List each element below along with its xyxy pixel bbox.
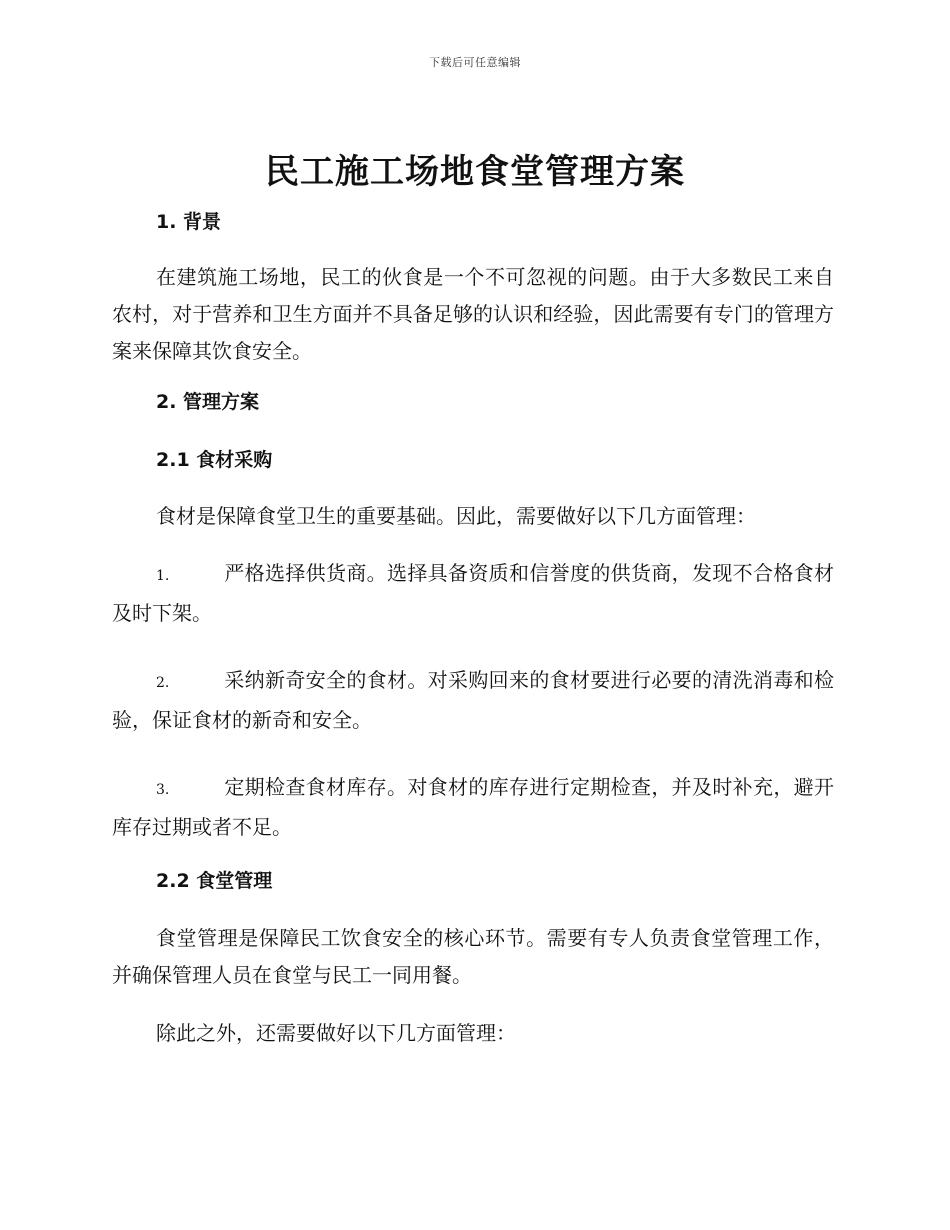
list-item-number: 2. bbox=[156, 675, 170, 691]
document-body bbox=[112, 202, 834, 1052]
section-heading-background: 1. 背景 bbox=[156, 211, 222, 233]
header-note: 下载后可任意编辑 bbox=[429, 56, 521, 69]
list-item-text: 严格选择供货商。选择具备资质和信誉度的供货商，发现不合格食材及时下架。 bbox=[112, 561, 834, 625]
list-item-number: 1. bbox=[156, 568, 170, 584]
additional-management-paragraph: 除此之外，还需要做好以下几方面管理： bbox=[156, 1021, 516, 1045]
list-item bbox=[112, 555, 834, 632]
subsection-heading-ingredient-procurement: 2.1 食材采购 bbox=[156, 449, 273, 471]
list-item-text: 采纳新奇安全的食材。对采购回来的食材要进行必要的清洗消毒和检验，保证食材的新奇和安全。 bbox=[112, 668, 834, 732]
list-item bbox=[112, 662, 834, 739]
list-item-number: 3. bbox=[156, 782, 170, 798]
procurement-intro-paragraph: 食材是保障食堂卫生的重要基础。因此，需要做好以下几方面管理： bbox=[156, 504, 756, 528]
list-item-text: 定期检查食材库存。对食材的库存进行定期检查，并及时补充，避开库存过期或者不足。 bbox=[112, 775, 834, 839]
list-item bbox=[112, 769, 834, 846]
section-heading-management-plan: 2. 管理方案 bbox=[156, 391, 260, 413]
document-title: 民工施工场地食堂管理方案 bbox=[265, 152, 685, 192]
subsection-heading-canteen-management: 2.2 食堂管理 bbox=[156, 870, 273, 892]
canteen-management-paragraph: 食堂管理是保障民工饮食安全的核心环节。需要有专人负责食堂管理工作，并确保管理人员在食堂与民工一同用餐。 bbox=[112, 926, 834, 987]
background-paragraph: 在建筑施工场地，民工的伙食是一个不可忽视的问题。由于大多数民工来自农村，对于营养和卫生方面并不具备足够的认识和经验，因此需要有专门的管理方案来保障其饮食安全。 bbox=[112, 265, 834, 363]
